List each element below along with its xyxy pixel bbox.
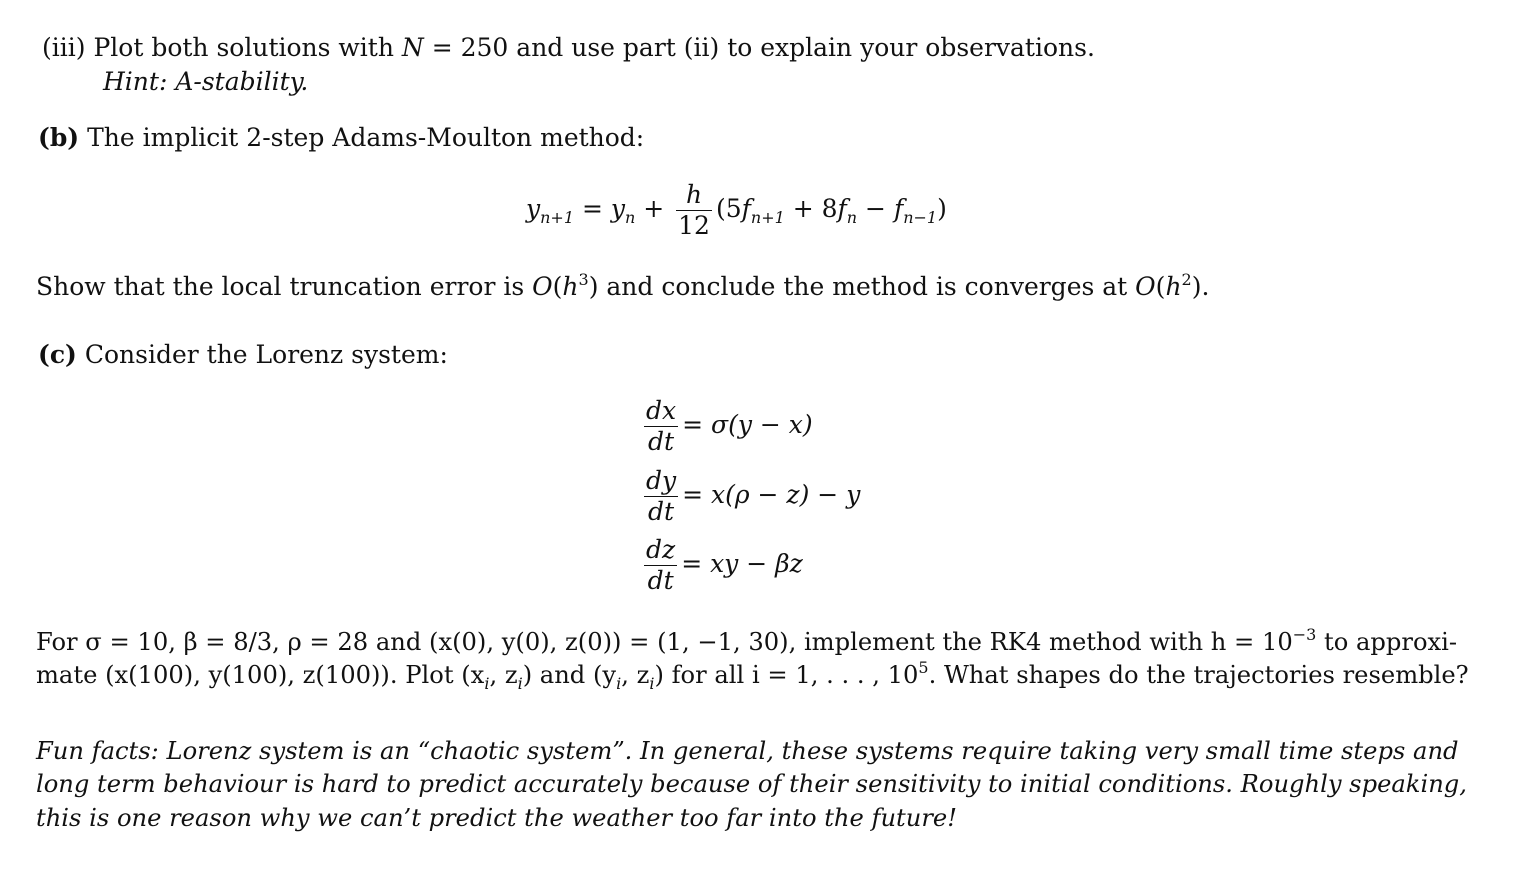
o1-close: ) bbox=[588, 272, 599, 301]
show-text-b: and conclude the method is converges at bbox=[598, 272, 1136, 301]
part-c-title: Consider the Lorenz system: bbox=[84, 340, 448, 369]
para2-c: ) and (y bbox=[522, 661, 617, 689]
eq3-rhs: = xy − βz bbox=[681, 549, 803, 578]
o2-h: h bbox=[1165, 272, 1182, 301]
big-o-1: O bbox=[532, 272, 553, 301]
part-c-para-line1 bbox=[36, 625, 1457, 659]
eq2-rhs: = x(ρ − z) − y bbox=[682, 480, 861, 509]
o2-close: ). bbox=[1191, 272, 1210, 301]
lorenz-eq-y bbox=[640, 466, 860, 527]
paren-open: (5 bbox=[715, 194, 742, 223]
part-c-para-line2 bbox=[36, 658, 1469, 692]
part-iii-hint: Hint: A-stability. bbox=[103, 67, 309, 96]
equals: = bbox=[574, 194, 611, 223]
rhs-y-sub: n bbox=[624, 208, 636, 227]
dxdt-fraction bbox=[644, 396, 678, 457]
para2-a: mate (x(100), y(100), z(100)). Plot (x bbox=[36, 661, 485, 689]
para1-a: For σ = 10, β = 8/3, ρ = 28 and (x(0), y(0), z(0)) = (1, −1, 30), implement the RK4 method with h = 10 bbox=[36, 628, 1293, 656]
frac-num: h bbox=[676, 180, 712, 211]
dzdt-fraction bbox=[644, 535, 677, 596]
o1-exp: 3 bbox=[578, 270, 589, 289]
n-value: = 250 bbox=[423, 33, 509, 62]
lhs-sub: n+1 bbox=[540, 208, 575, 227]
dt-1: dt bbox=[648, 427, 675, 456]
h-over-12-fraction bbox=[676, 180, 712, 241]
part-b-label: (b) bbox=[38, 123, 80, 152]
adams-moulton-equation bbox=[526, 180, 947, 241]
part-b-title: The implicit 2-step Adams-Moulton method: bbox=[87, 123, 645, 152]
n-variable: N bbox=[401, 33, 424, 62]
para2-f: . What shapes do the trajectories resemble? bbox=[928, 661, 1469, 689]
rhs-y: y bbox=[610, 194, 625, 223]
para2-d: , z bbox=[621, 661, 650, 689]
paren-close: ) bbox=[937, 194, 947, 223]
f1: f bbox=[741, 194, 751, 223]
para2-e: ) for all i = 1, . . . , 10 bbox=[654, 661, 919, 689]
plus: + bbox=[635, 194, 673, 223]
o1-h: h bbox=[562, 272, 579, 301]
dt-3: dt bbox=[647, 566, 674, 595]
plus8: + 8 bbox=[784, 194, 838, 223]
frac-den: 12 bbox=[678, 211, 710, 240]
minus: − bbox=[857, 194, 894, 223]
f3-sub: n−1 bbox=[903, 208, 938, 227]
para1-exp: −3 bbox=[1292, 625, 1317, 644]
sub-i4: i bbox=[649, 674, 655, 693]
dy: dy bbox=[646, 466, 677, 495]
para2-exp: 5 bbox=[918, 658, 929, 677]
dydt-fraction bbox=[644, 466, 678, 527]
lorenz-eq-z bbox=[640, 535, 803, 596]
para1-b: to approxi- bbox=[1316, 628, 1458, 656]
sub-i3: i bbox=[616, 674, 622, 693]
dx: dx bbox=[646, 396, 677, 425]
o2-exp: 2 bbox=[1181, 270, 1192, 289]
fun-facts-line3: this is one reason why we can’t predict the weather too far into the future! bbox=[36, 804, 957, 832]
lorenz-eq-x bbox=[640, 396, 813, 457]
sub-i1: i bbox=[484, 674, 490, 693]
f1-sub: n+1 bbox=[750, 208, 785, 227]
part-iii-line bbox=[42, 31, 1095, 65]
part-c-heading bbox=[38, 338, 448, 372]
fun-facts-line1: Fun facts: Lorenz system is an “chaotic system”. In general, these systems require taking very small time steps and bbox=[36, 737, 1459, 765]
eq1-rhs: = σ(y − x) bbox=[682, 410, 813, 439]
part-iii-text-a: Plot both solutions with bbox=[93, 33, 402, 62]
fun-facts-line2: long term behaviour is hard to predict accurately because of their sensitivity to initial conditions. Roughly speaking, bbox=[36, 770, 1467, 798]
f2: f bbox=[837, 194, 847, 223]
sub-i2: i bbox=[517, 674, 523, 693]
show-text-a: Show that the local truncation error is bbox=[36, 272, 533, 301]
o1-open: ( bbox=[552, 272, 563, 301]
f3: f bbox=[893, 194, 904, 223]
part-c-label: (c) bbox=[38, 340, 77, 369]
big-o-2: O bbox=[1135, 272, 1156, 301]
lhs-y: y bbox=[526, 194, 541, 223]
part-b-show-line bbox=[36, 270, 1209, 304]
part-iii-text-b: and use part (ii) to explain your observations. bbox=[508, 33, 1095, 62]
dz: dz bbox=[646, 535, 676, 564]
para2-b: , z bbox=[489, 661, 518, 689]
part-iii-label: (iii) bbox=[42, 33, 86, 62]
part-b-heading bbox=[38, 121, 644, 155]
f2-sub: n bbox=[846, 208, 858, 227]
o2-open: ( bbox=[1155, 272, 1166, 301]
dt-2: dt bbox=[648, 497, 675, 526]
